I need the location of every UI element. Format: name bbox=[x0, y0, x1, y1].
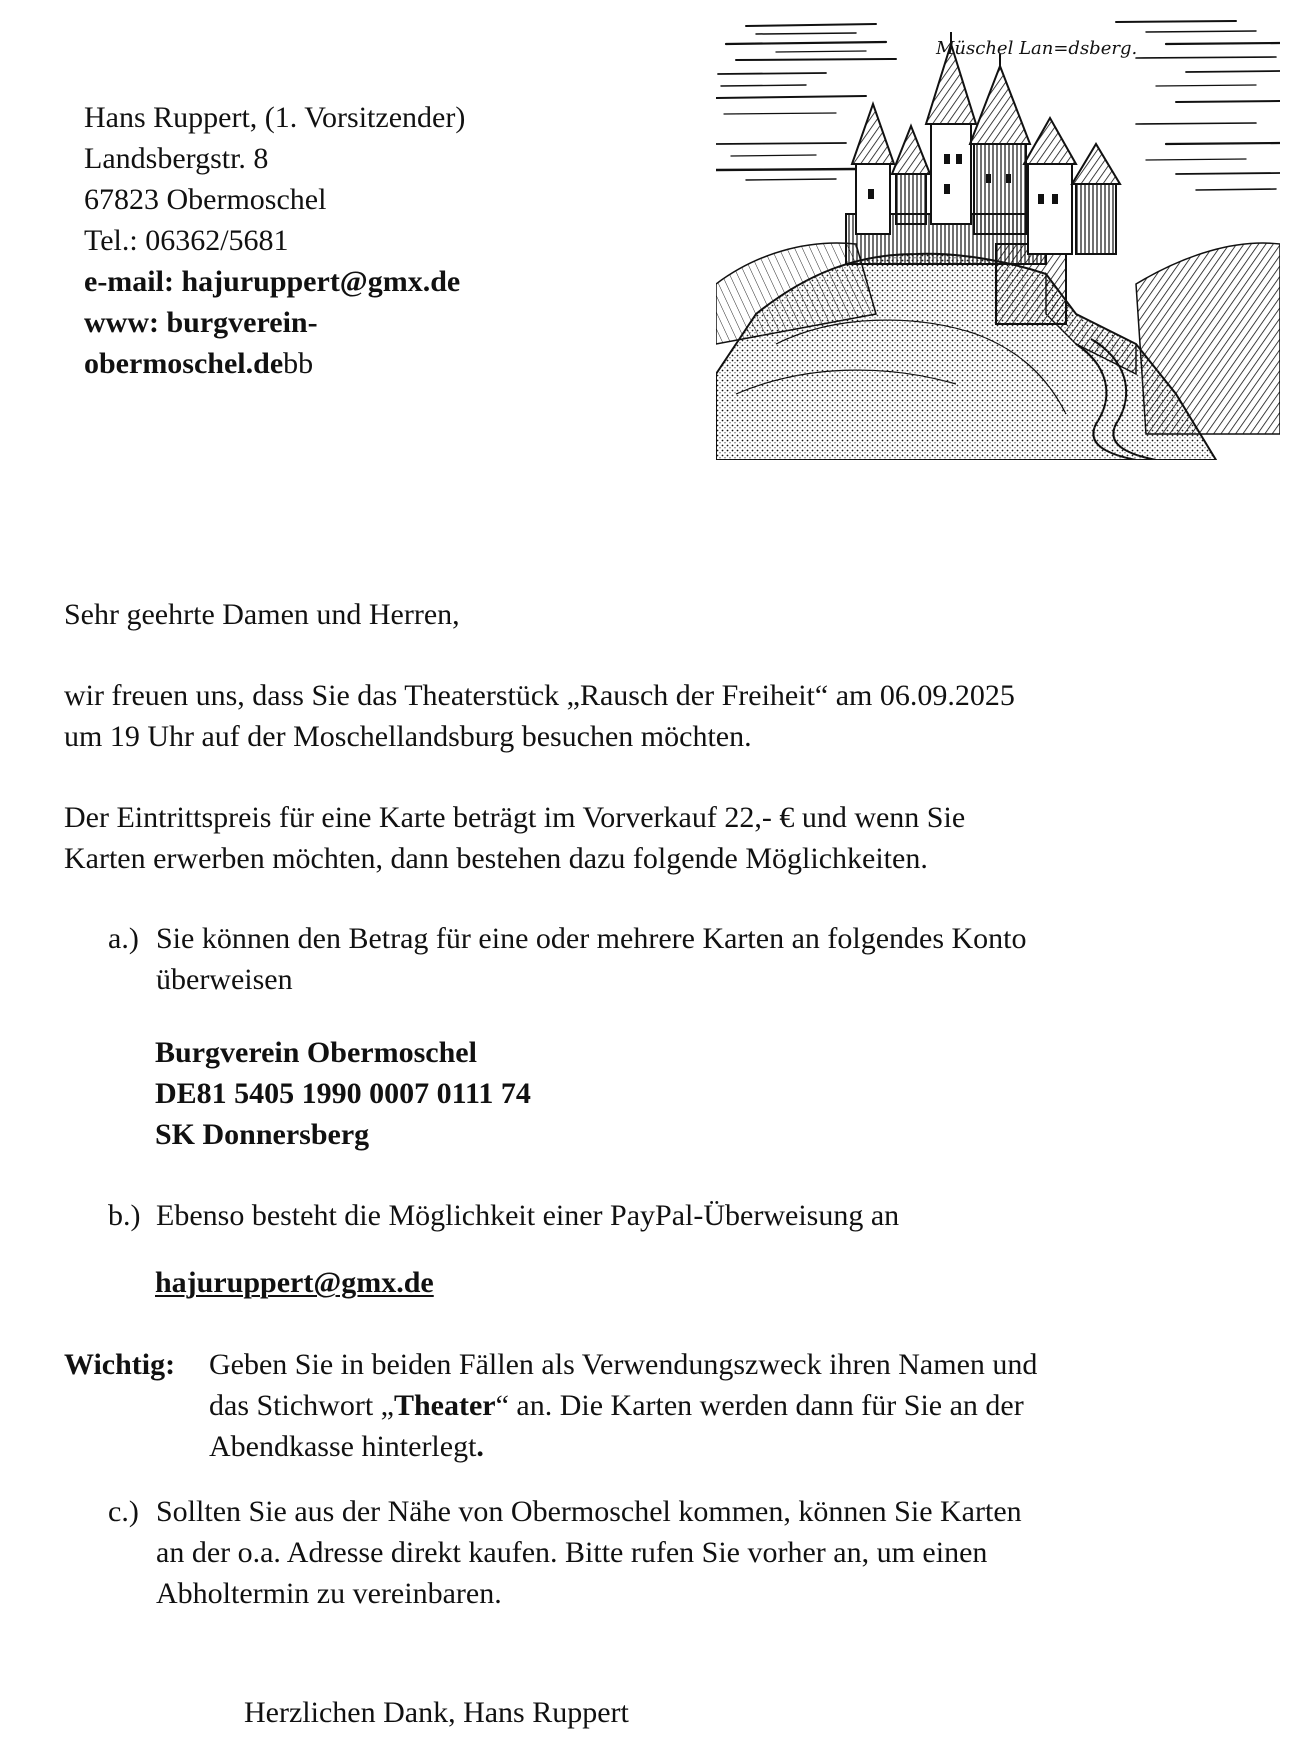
important-line bbox=[209, 1385, 1249, 1426]
price-line: Karten erwerben möchten, dann bestehen dazu folgende Möglichkeiten. bbox=[64, 842, 928, 875]
intro-line: um 19 Uhr auf der Moschellandsburg besuchen möchten. bbox=[64, 720, 752, 753]
important-text: “ an. Die Karten werden dann für Sie an der bbox=[495, 1389, 1024, 1422]
important-period: . bbox=[476, 1430, 484, 1463]
price-line: Der Eintrittspreis für eine Karte beträgt im Vorverkauf 22,- € und wenn Sie bbox=[64, 801, 966, 834]
option-a-line: überweisen bbox=[156, 963, 293, 996]
option-b-marker: b.) bbox=[108, 1199, 141, 1232]
option-c-line: Abholtermin zu vereinbaren. bbox=[156, 1577, 502, 1610]
bank-iban: DE81 5405 1990 0007 0111 74 bbox=[155, 1077, 531, 1110]
salutation: Sehr geehrte Damen und Herren, bbox=[64, 598, 460, 631]
option-b-text: Ebenso besteht die Möglichkeit einer PayPal-Überweisung an bbox=[156, 1199, 900, 1232]
option-c-line: Sollten Sie aus der Nähe von Obermoschel kommen, können Sie Karten bbox=[156, 1495, 1022, 1528]
option-a-marker: a.) bbox=[108, 922, 139, 955]
bank-name: SK Donnersberg bbox=[155, 1118, 370, 1151]
closing-signature: Herzlichen Dank, Hans Ruppert bbox=[244, 1696, 629, 1729]
illustration-caption: Müschel Lan=dsberg. bbox=[936, 38, 1138, 59]
sender-address bbox=[84, 97, 465, 384]
option-c-marker: c.) bbox=[108, 1495, 139, 1528]
sender-email: e-mail: hajuruppert@gmx.de bbox=[84, 265, 461, 298]
sender-website-suffix: bb bbox=[283, 347, 314, 380]
important-text: das Stichwort „ bbox=[209, 1389, 394, 1422]
sender-website-line2 bbox=[84, 343, 465, 384]
important-line bbox=[209, 1426, 1249, 1467]
sender-website-line1: www: burgverein- bbox=[84, 306, 318, 339]
important-label: Wichtig: bbox=[64, 1348, 176, 1381]
important-text: Abendkasse hinterlegt bbox=[209, 1430, 477, 1463]
sender-website-domain: obermoschel.de bbox=[84, 347, 284, 380]
sender-street: Landsbergstr. 8 bbox=[84, 142, 269, 175]
intro-line: wir freuen uns, dass Sie das Theaterstück „Rausch der Freiheit“ am 06.09.2025 bbox=[64, 679, 1015, 712]
option-c-line: an der o.a. Adresse direkt kaufen. Bitte rufen Sie vorher an, um einen bbox=[156, 1536, 988, 1569]
price-paragraph bbox=[64, 797, 1244, 879]
castle-engraving-icon bbox=[716, 14, 1280, 460]
keyword-theater: Theater bbox=[393, 1389, 496, 1422]
intro-paragraph bbox=[64, 675, 1244, 757]
sender-phone: Tel.: 06362/5681 bbox=[84, 224, 289, 257]
important-line: Geben Sie in beiden Fällen als Verwendungszweck ihren Namen und bbox=[209, 1348, 1038, 1381]
sender-city: 67823 Obermoschel bbox=[84, 183, 327, 216]
option-a-line: Sie können den Betrag für eine oder mehrere Karten an folgendes Konto bbox=[156, 922, 1027, 955]
sender-name: Hans Ruppert, (1. Vorsitzender) bbox=[84, 101, 466, 134]
bank-details bbox=[155, 1032, 531, 1155]
paypal-email-link[interactable]: hajuruppert@gmx.de bbox=[155, 1266, 434, 1299]
bank-account-name: Burgverein Obermoschel bbox=[155, 1036, 477, 1069]
